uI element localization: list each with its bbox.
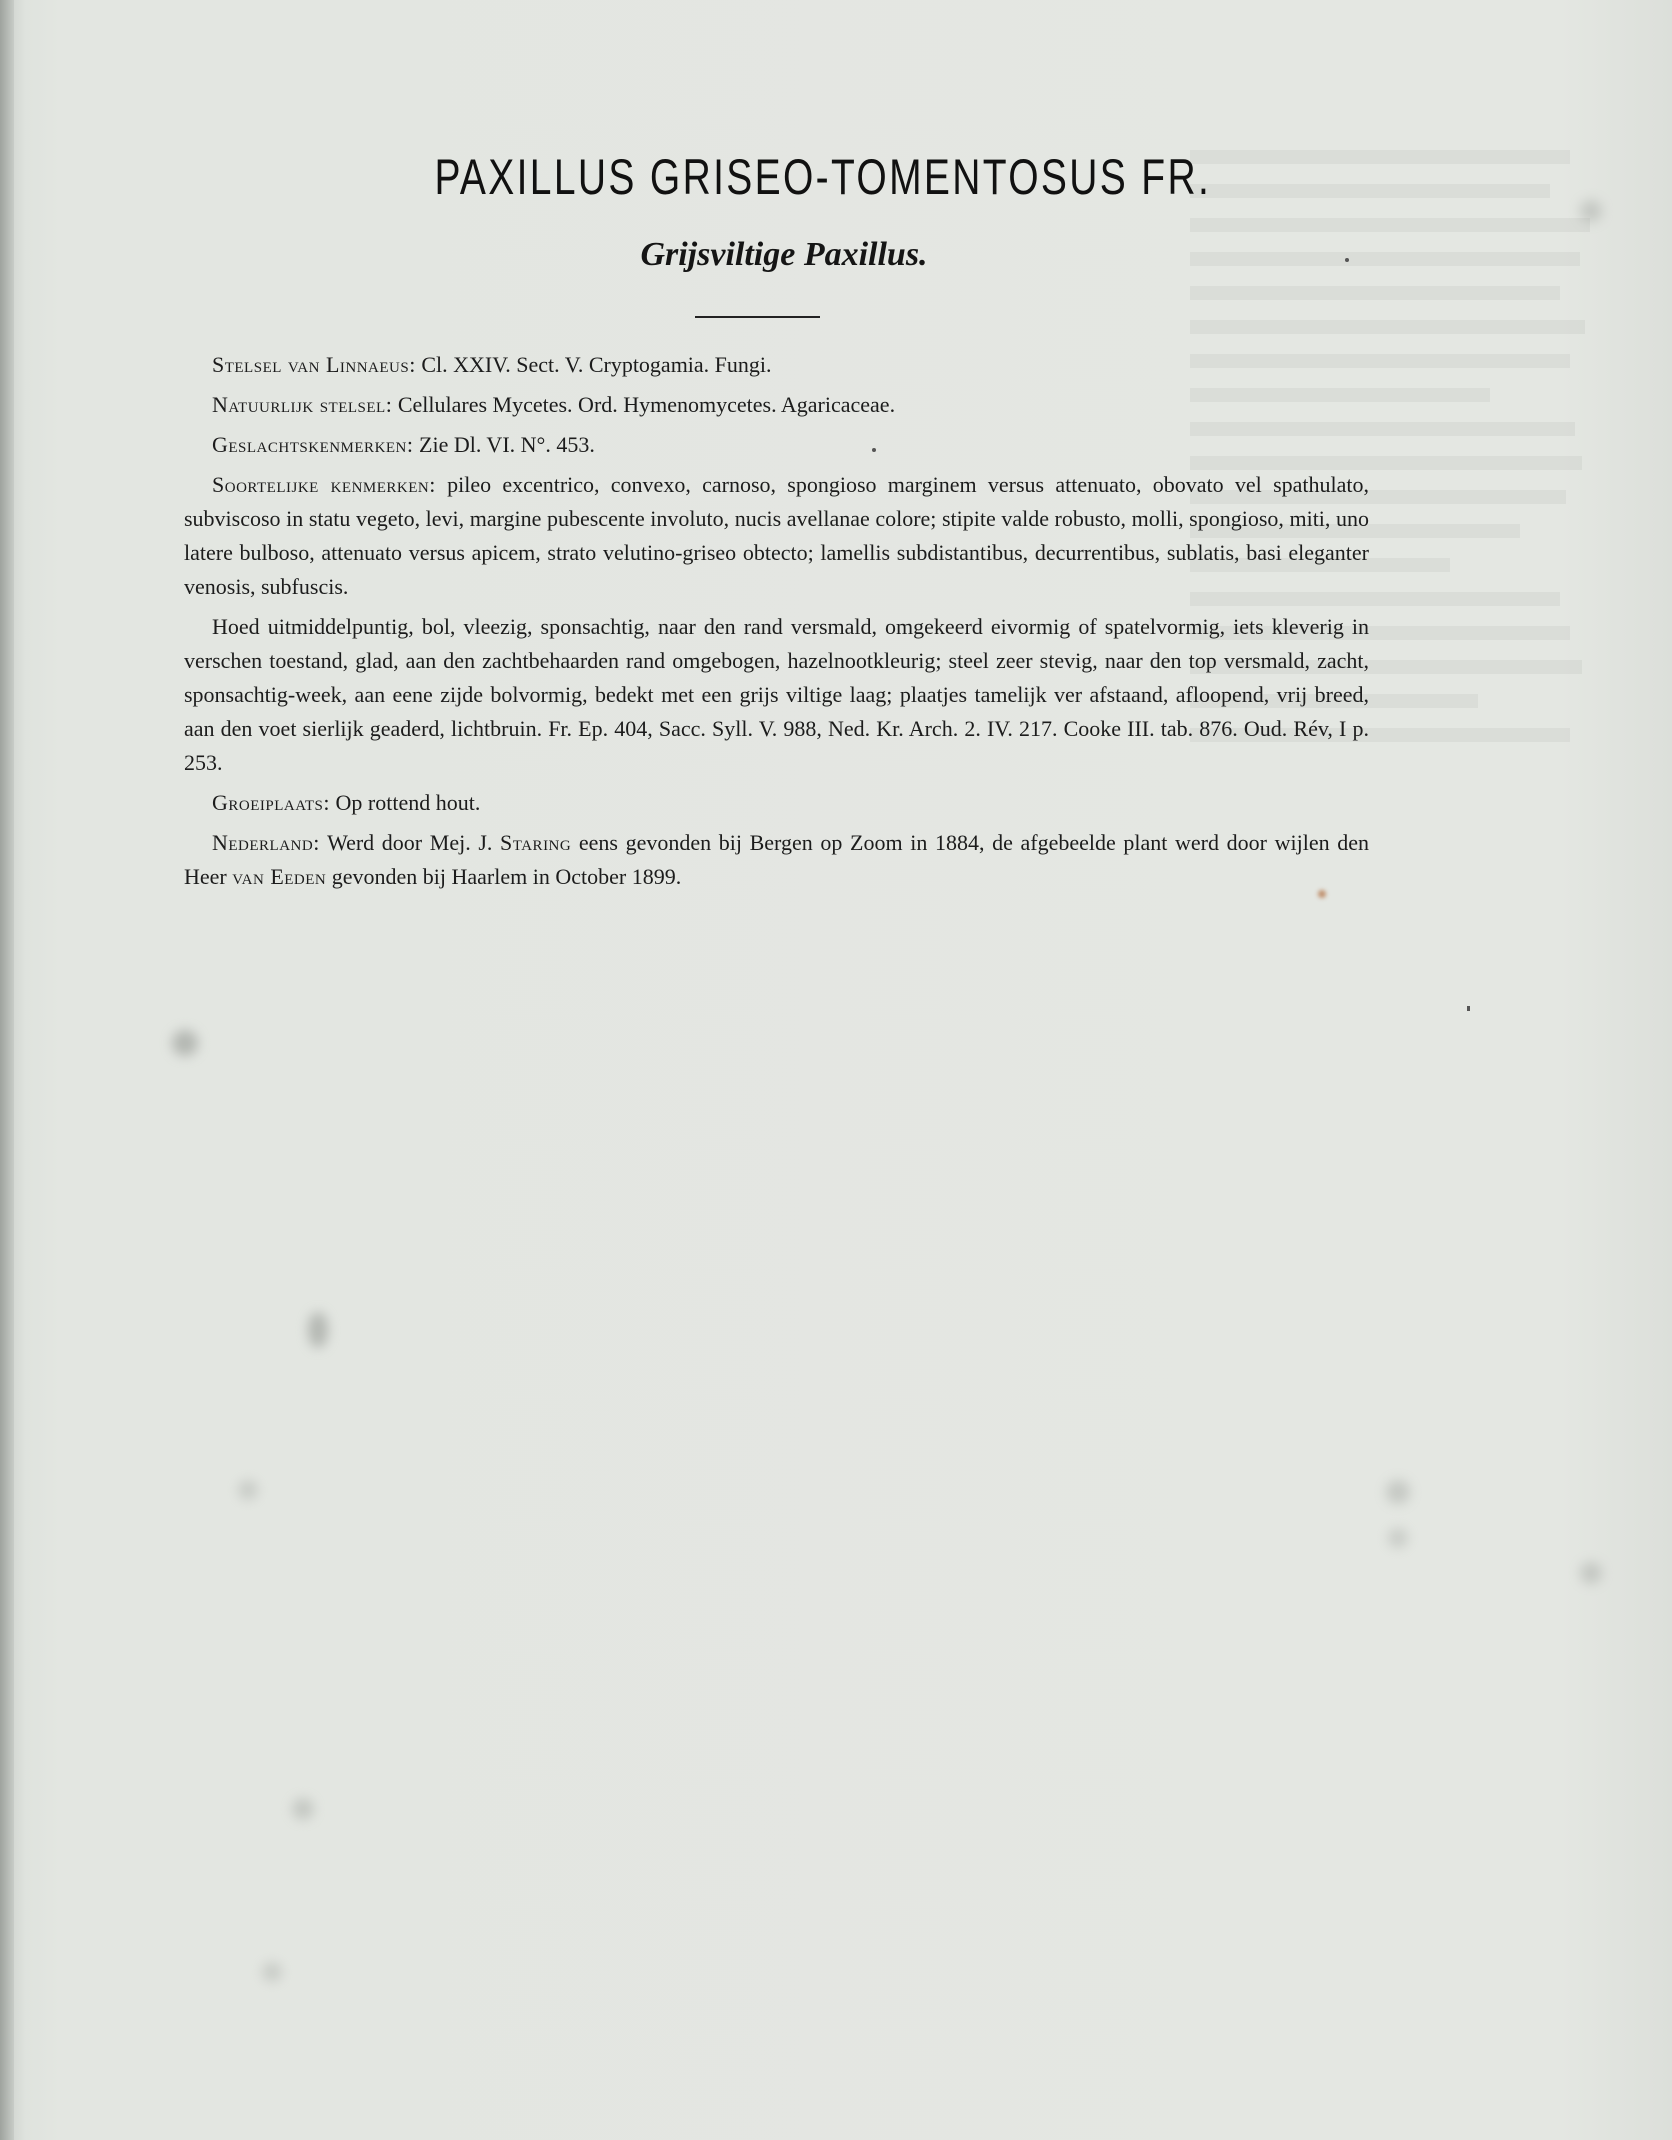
subtitle-text: Grijsviltige Paxillus. (640, 236, 928, 273)
text-linnaeus: Cl. XXIV. Sect. V. Cryptogamia. Fungi. (415, 352, 772, 377)
paragraph-linnaeus (184, 348, 1369, 382)
text-habitat: Op rottend hout. (330, 790, 481, 815)
paragraph-dutch-description (184, 610, 1369, 780)
label-species-characters: Soortelijke kenmerken: (212, 472, 436, 497)
paper-spot (172, 1030, 198, 1056)
paragraph-habitat (184, 786, 1369, 820)
paper-spot (292, 1798, 314, 1820)
text-dutch-description: Hoed uitmiddelpuntig, bol, vleezig, sponsachtig, naar den rand versmald, omgekeerd eivormig of spatelvormig, iets kleverig in verschen toestand, glad, aan den zachtbehaarden rand omgebogen, hazelnootkleurig; steel zeer stevig, naar den top versmald, zacht, sponsachtig-week, aan eene zijde bolvormig, bedekt met een grijs viltige laag; plaatjes tamelijk ver afstaand, afloopend, vrij breed, aan den voet sierlijk geaderd, lichtbruin. Fr. Ep. 404, Sacc. Syll. V. 988, Ned. Kr. Arch. 2. IV. 217. Cooke III. tab. 876. Oud. Rév, I p. 253. (184, 614, 1369, 775)
paper-spot (1580, 200, 1602, 222)
paper-spot (262, 1962, 282, 1982)
label-habitat: Groeiplaats: (212, 790, 331, 815)
paper-spot (1580, 1562, 1602, 1584)
label-netherlands: Nederland: (212, 830, 320, 855)
paper-spot (308, 1312, 328, 1348)
text-netherlands-2: eens gevonden bij Bergen op Zoom in 1884, de afgebeelde plant werd door wijlen den Heer (184, 830, 1369, 889)
page-subtitle (0, 236, 1672, 274)
paper-spot (1386, 1480, 1410, 1504)
paragraph-genus-characters (184, 428, 1369, 462)
page-title: PAXILLUS GRISEO-TOMENTOSUS FR. (434, 149, 1212, 205)
text-genus-characters: Zie Dl. VI. N°. 453. (413, 432, 595, 457)
description-body (184, 348, 1369, 900)
paragraph-netherlands (184, 826, 1369, 894)
title-rule (695, 316, 820, 318)
ink-speck (1467, 1006, 1470, 1011)
text-natural-system: Cellulares Mycetes. Ord. Hymenomycetes. Agaricaceae. (392, 392, 896, 417)
name-staring: Staring (500, 830, 572, 855)
text-species-characters: pileo excentrico, convexo, carnoso, spongioso marginem versus attenuato, obovato vel spathulato, subviscoso in statu vegeto, levi, margine pubescente involuto, nucis avellanae colore; stipite valde robusto, molli, spongioso, miti, uno latere bulboso, attenuato versus apicem, strato velutino-griseo obtecto; lamellis subdistantibus, decurrentibus, sublatis, basi eleganter venosis, subfuscis. (184, 472, 1369, 599)
gutter-shadow (0, 0, 14, 2140)
paragraph-natural-system (184, 388, 1369, 422)
text-netherlands-3: gevonden bij Haarlem in October 1899. (326, 864, 682, 889)
label-linnaeus: Stelsel van Linnaeus: (212, 352, 416, 377)
paper-spot (238, 1480, 258, 1500)
name-van-eeden: van Eeden (232, 864, 327, 889)
paper-spot (1388, 1528, 1408, 1548)
label-genus-characters: Geslachtskenmerken: (212, 432, 414, 457)
label-natural-system: Natuurlijk stelsel: (212, 392, 393, 417)
text-netherlands-1: Werd door Mej. J. (319, 830, 501, 855)
paragraph-species-characters (184, 468, 1369, 604)
